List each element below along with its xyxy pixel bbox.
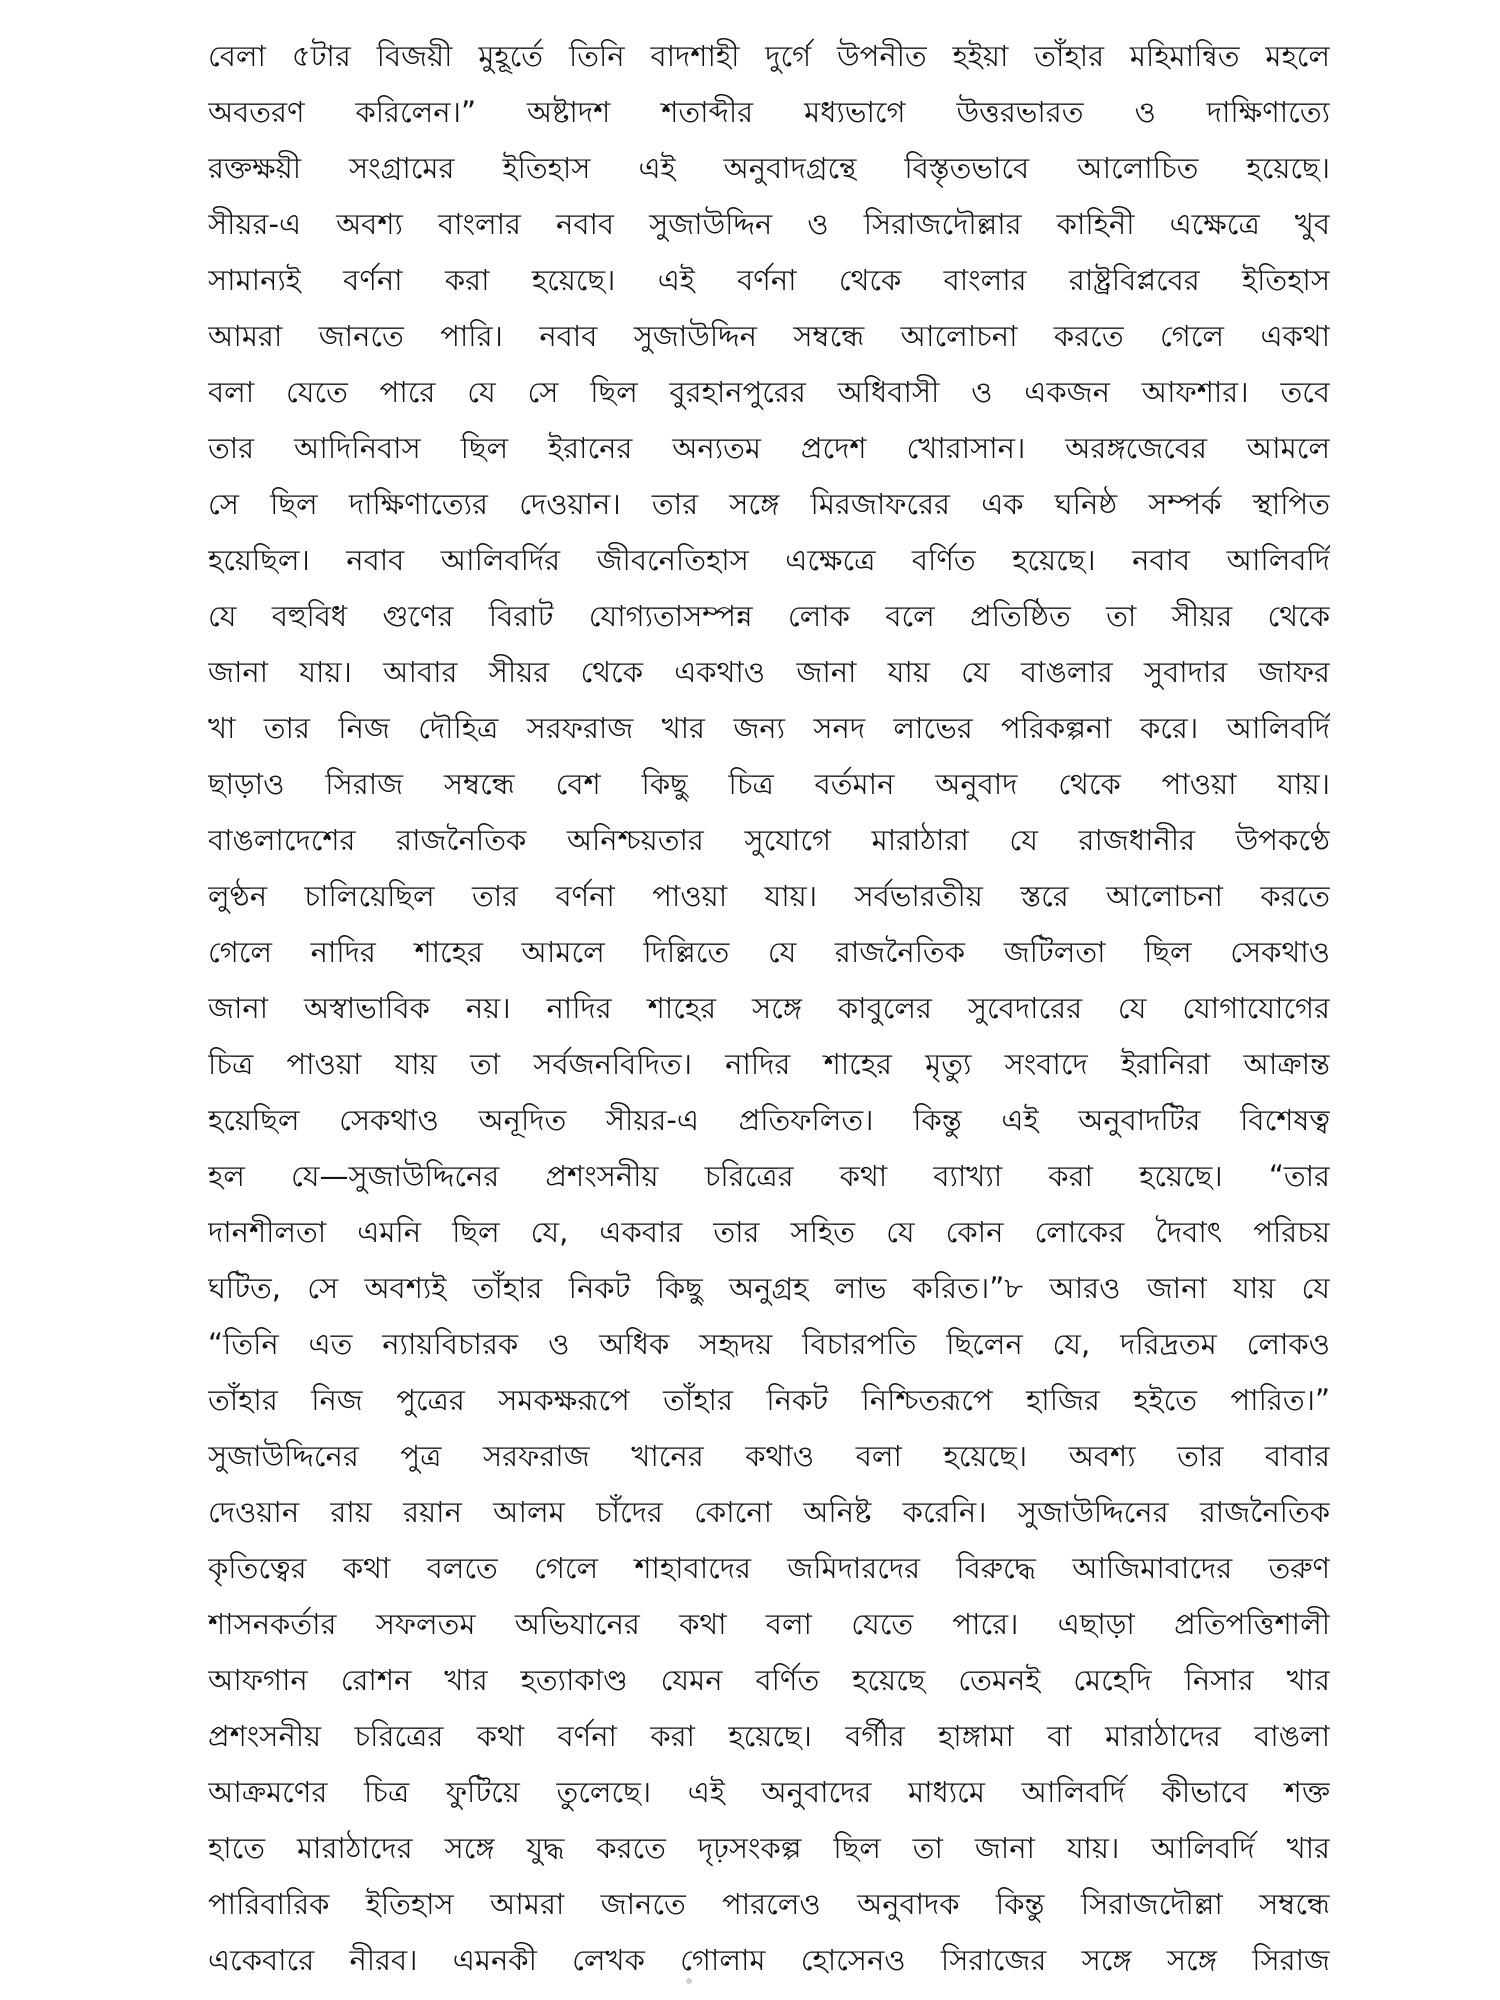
text-line: অবতরণ করিলেন।” অষ্টাদশ শতাব্দীর মধ্যভাগে উত্তরভারত ও দাক্ষিণাত্যে: [208, 95, 1330, 129]
text-line: আমরা জানতে পারি। নবাব সুজাউদ্দিন সম্বন্ধে আলোচনা করতে গেলে একথা: [208, 319, 1330, 353]
text-line: প্রশংসনীয় চরিত্রের কথা বর্ণনা করা হয়েছে। বর্গীর হাঙ্গামা বা মারাঠাদের বাঙলা: [208, 1719, 1330, 1753]
text-line: সীয়র-এ অবশ্য বাংলার নবাব সুজাউদ্দিন ও সিরাজদৌল্লার কাহিনী এক্ষেত্রে খুব: [208, 207, 1330, 241]
text-line: চিত্র পাওয়া যায় তা সর্বজনবিদিত। নাদির শাহের মৃত্যু সংবাদে ইরানিরা আক্রান্ত: [208, 1047, 1330, 1081]
text-line: তাঁহার নিজ পুত্রের সমকক্ষরূপে তাঁহার নিকট নিশ্চিতরূপে হাজির হইতে পারিত।”: [208, 1383, 1330, 1417]
text-line: একেবারে নীরব। এমনকী লেখক গোলাম হোসেনও সিরাজের সঙ্গে সঙ্গে সিরাজ: [208, 1943, 1330, 1977]
text-line: হয়েছিল সেকথাও অনূদিত সীয়র-এ প্রতিফলিত। কিন্তু এই অনুবাদটির বিশেষত্ব: [208, 1103, 1330, 1137]
text-line: গেলে নাদির শাহের আমলে দিল্লিতে যে রাজনৈতিক জটিলতা ছিল সেকথাও: [208, 935, 1330, 969]
text-line: খা তার নিজ দৌহিত্র সরফরাজ খার জন্য সনদ লাভের পরিকল্পনা করে। আলিবর্দি: [208, 711, 1330, 745]
text-line: তার আদিনিবাস ছিল ইরানের অন্যতম প্রদেশ খোরাসান। অরঙ্গজেবের আমলে: [208, 431, 1330, 465]
text-line: ঘটিত, সে অবশ্যই তাঁহার নিকট কিছু অনুগ্রহ লাভ করিত।”৮ আরও জানা যায় যে: [208, 1271, 1330, 1305]
text-line: আক্রমণের চিত্র ফুটিয়ে তুলেছে। এই অনুবাদের মাধ্যমে আলিবর্দি কীভাবে শক্ত: [208, 1775, 1330, 1809]
text-line: বলা যেতে পারে যে সে ছিল বুরহানপুরের অধিবাসী ও একজন আফশার। তবে: [208, 375, 1330, 409]
text-line: হয়েছিল। নবাব আলিবর্দির জীবনেতিহাস এক্ষেত্রে বর্ণিত হয়েছে। নবাব আলিবর্দি: [208, 543, 1330, 577]
text-line: লুণ্ঠন চালিয়েছিল তার বর্ণনা পাওয়া যায়। সর্বভারতীয় স্তরে আলোচনা করতে: [208, 879, 1330, 913]
text-line: “তিনি এত ন্যায়বিচারক ও অধিক সহৃদয় বিচারপতি ছিলেন যে, দরিদ্রতম লোকও: [208, 1327, 1330, 1361]
text-line: বেলা ৫টার বিজয়ী মুহূর্তে তিনি বাদশাহী দুর্গে উপনীত হইয়া তাঁহার মহিমান্বিত মহলে: [208, 39, 1330, 73]
text-line: আফগান রোশন খার হত্যাকাণ্ড যেমন বর্ণিত হয়েছে তেমনই মেহেদি নিসার খার: [208, 1663, 1330, 1697]
text-line: হল যে—সুজাউদ্দিনের প্রশংসনীয় চরিত্রের কথা ব্যাখ্যা করা হয়েছে। “তার: [208, 1159, 1330, 1193]
text-line: বাঙলাদেশের রাজনৈতিক অনিশ্চয়তার সুযোগে মারাঠারা যে রাজধানীর উপকণ্ঠে: [208, 823, 1330, 857]
text-line: পারিবারিক ইতিহাস আমরা জানতে পারলেও অনুবাদক কিন্তু সিরাজদৌল্লা সম্বন্ধে: [208, 1887, 1330, 1921]
speck-mark: [686, 1978, 692, 1984]
text-line: দেওয়ান রায় রয়ান আলম চাঁদের কোনো অনিষ্ট করেনি। সুজাউদ্দিনের রাজনৈতিক: [208, 1495, 1330, 1529]
text-line: হাতে মারাঠাদের সঙ্গে যুদ্ধ করতে দৃঢ়সংকল্প ছিল তা জানা যায়। আলিবর্দি খার: [208, 1831, 1330, 1865]
text-line: সে ছিল দাক্ষিণাত্যের দেওয়ান। তার সঙ্গে মিরজাফরের এক ঘনিষ্ঠ সম্পর্ক স্থাপিত: [208, 487, 1330, 521]
text-line: জানা যায়। আবার সীয়র থেকে একথাও জানা যায় যে বাঙলার সুবাদার জাফর: [208, 655, 1330, 689]
text-line: শাসনকর্তার সফলতম অভিযানের কথা বলা যেতে পারে। এছাড়া প্রতিপত্তিশালী: [208, 1607, 1330, 1641]
text-line: দানশীলতা এমনি ছিল যে, একবার তার সহিত যে কোন লোকের দৈবাৎ পরিচয়: [208, 1215, 1330, 1249]
text-line: রক্তক্ষয়ী সংগ্রামের ইতিহাস এই অনুবাদগ্রন্থে বিস্তৃতভাবে আলোচিত হয়েছে।: [208, 151, 1330, 185]
text-line: জানা অস্বাভাবিক নয়। নাদির শাহের সঙ্গে কাবুলের সুবেদারের যে যোগাযোগের: [208, 991, 1330, 1025]
text-line: যে বহুবিধ গুণের বিরাট যোগ্যতাসম্পন্ন লোক বলে প্রতিষ্ঠিত তা সীয়র থেকে: [208, 599, 1330, 633]
text-line: কৃতিত্বের কথা বলতে গেলে শাহাবাদের জমিদারদের বিরুদ্ধে আজিমাবাদের তরুণ: [208, 1551, 1330, 1585]
text-line: সুজাউদ্দিনের পুত্র সরফরাজ খানের কথাও বলা হয়েছে। অবশ্য তার বাবার: [208, 1439, 1330, 1473]
text-line: ছাড়াও সিরাজ সম্বন্ধে বেশ কিছু চিত্র বর্তমান অনুবাদ থেকে পাওয়া যায়।: [208, 767, 1330, 801]
text-line: সামান্যই বর্ণনা করা হয়েছে। এই বর্ণনা থেকে বাংলার রাষ্ট্রবিপ্লবের ইতিহাস: [208, 263, 1330, 297]
